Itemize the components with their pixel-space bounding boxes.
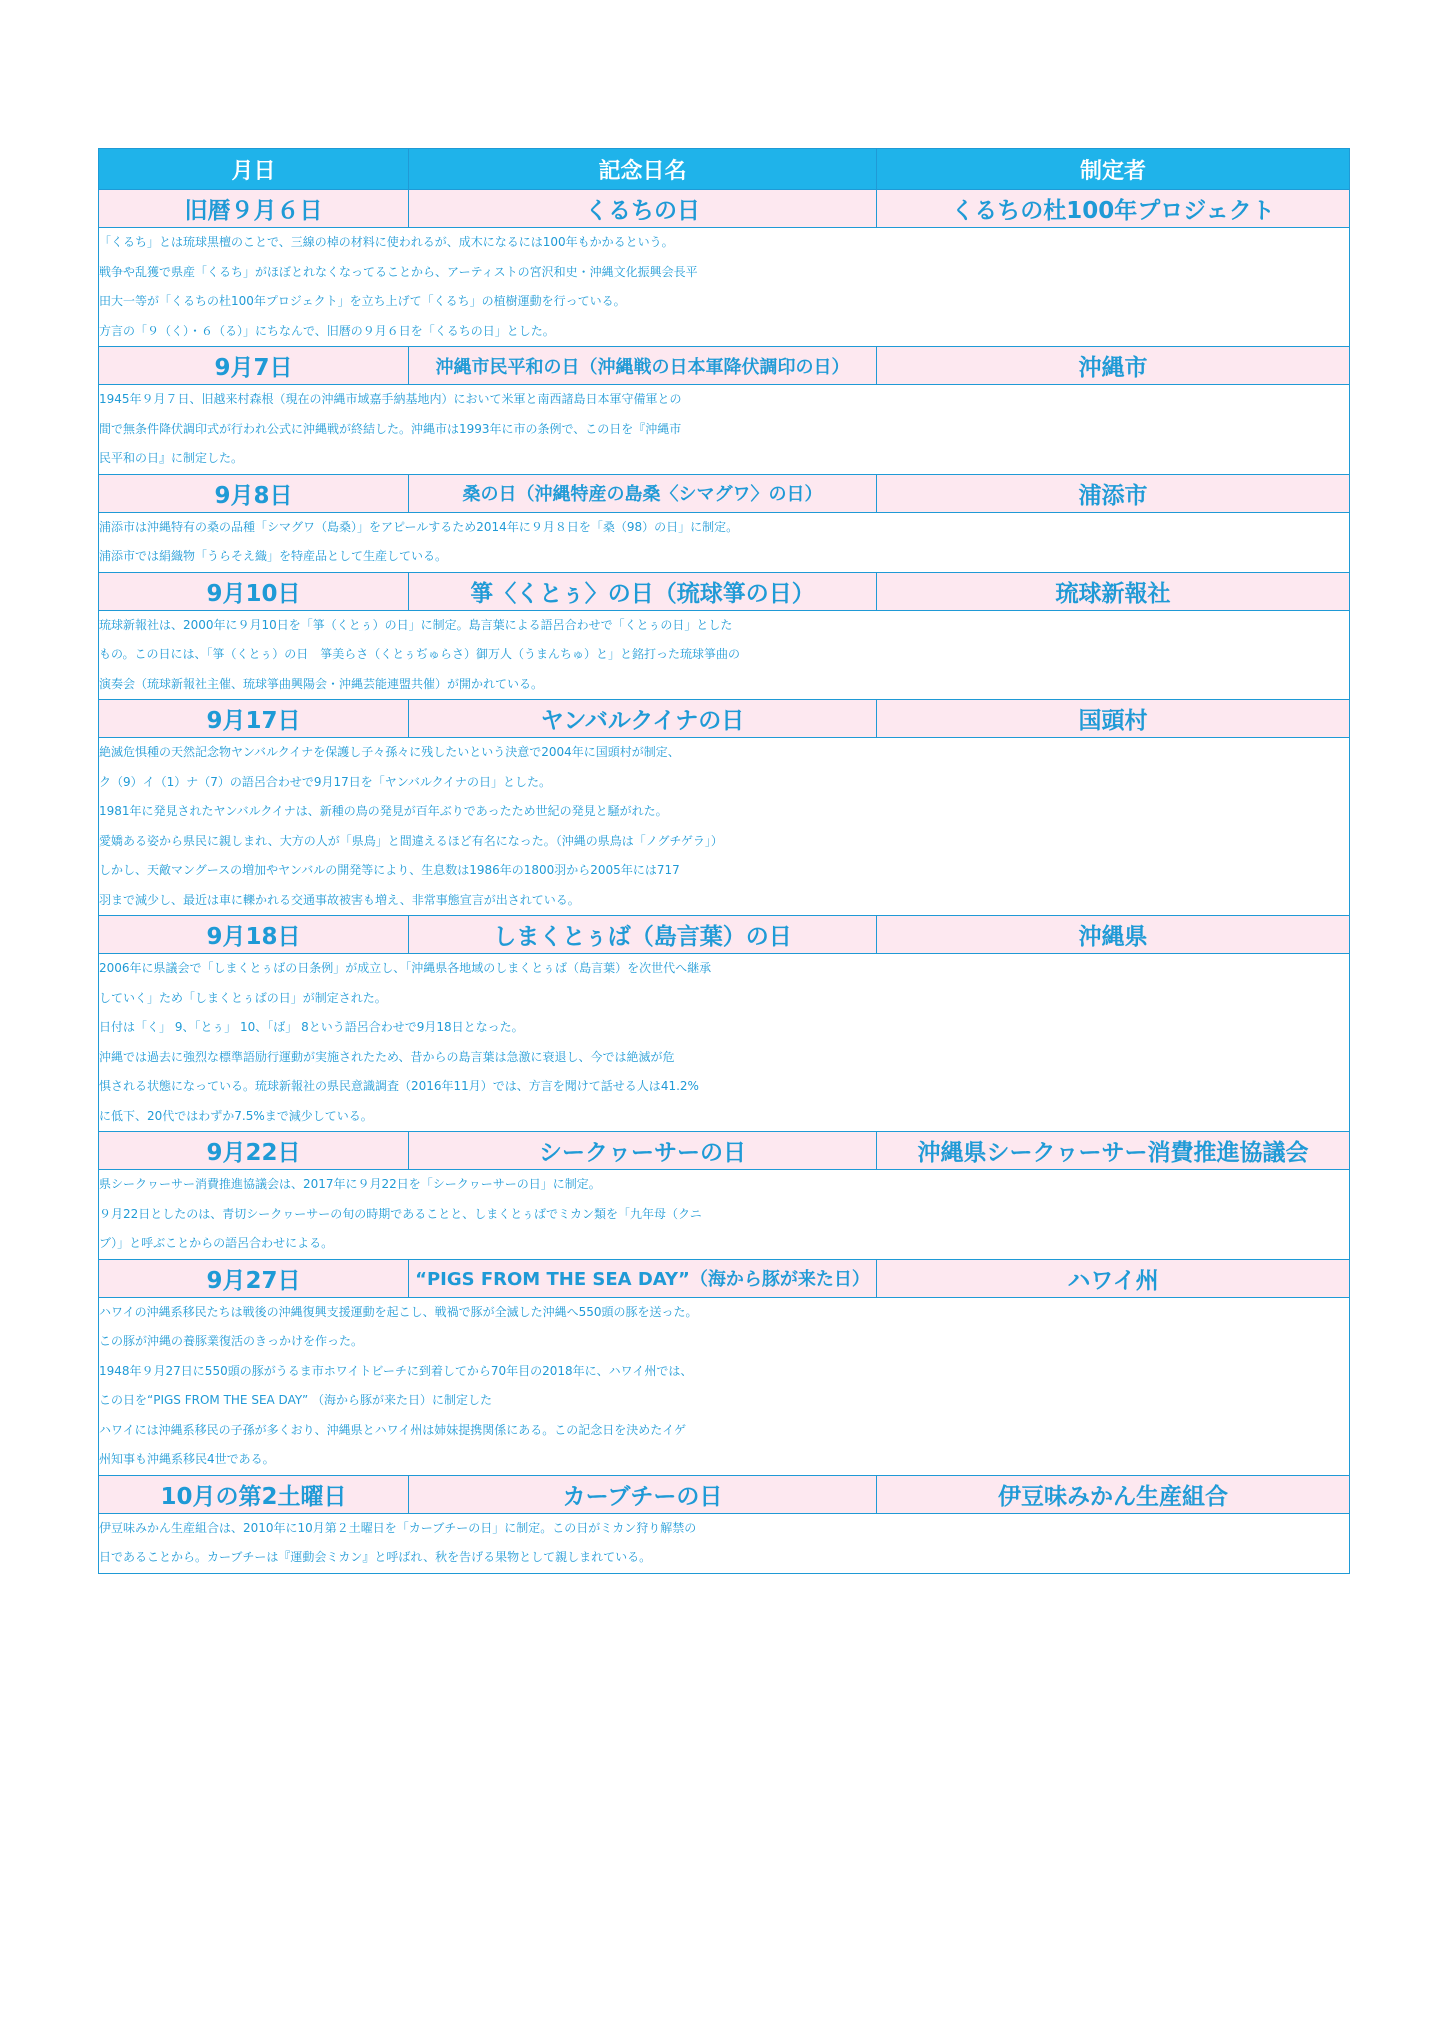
- description-line: 羽まで減少し、最近は車に轢かれる交通事故被害も増え、非常事態宣言が出されている。: [99, 892, 580, 907]
- description-line: 民平和の日』に制定した。: [99, 451, 244, 465]
- entry-name: ヤンバルクイナの日: [409, 700, 877, 738]
- description-line: 県シークヮーサー消費推進協議会は、2017年に９月22日を「シークヮーサーの日」に制定。: [99, 1177, 601, 1191]
- entry-maker: 沖縄市: [877, 347, 1350, 385]
- entry-title-row: [99, 190, 1350, 228]
- entry-description-row: [99, 385, 1350, 475]
- entry-maker: 伊豆味みかん生産組合: [877, 1475, 1350, 1513]
- entry-maker: くるちの杜100年プロジェクト: [877, 190, 1350, 228]
- description-line: 日であることから。カーブチーは『運動会ミカン』と呼ばれ、秋を告げる果物として親しまれている。: [99, 1550, 652, 1564]
- entry-description-row: [99, 738, 1350, 916]
- entry-maker: 浦添市: [877, 474, 1350, 512]
- description-line: 2006年に県議会で「しまくとぅばの日条例」が成立し、「沖縄県各地域のしまくとぅば（島言葉）を次世代へ継承: [99, 961, 712, 975]
- entry-maker: ハワイ州: [877, 1259, 1350, 1297]
- entry-description-row: [99, 512, 1350, 572]
- entry-title-row: [99, 1259, 1350, 1297]
- description-line: 演奏会（琉球新報社主催、琉球箏曲興陽会・沖縄芸能連盟共催）が開かれている。: [99, 676, 544, 691]
- description-line: 浦添市では絹織物「うらそえ織」を特産品として生産している。: [99, 549, 448, 563]
- description-line: ９月22日としたのは、青切シークヮーサーの旬の時期であることと、しまくとぅばでミカン類を「九年母（クニ: [99, 1206, 702, 1221]
- description-line: ハワイには沖縄系移民の子孫が多くおり、沖縄県とハワイ州は姉妹提携関係にある。この記念日を決めたイゲ: [99, 1422, 687, 1437]
- entry-description: [99, 228, 1350, 347]
- entry-date: 9月17日: [99, 700, 409, 738]
- entry-date: 9月18日: [99, 916, 409, 954]
- entry-description: [99, 1513, 1350, 1573]
- entry-title-row: [99, 474, 1350, 512]
- entry-name: “PIGS FROM THE SEA DAY”（海から豚が来た日）: [409, 1259, 877, 1297]
- entry-title-row: [99, 1132, 1350, 1170]
- entry-maker: 琉球新報社: [877, 572, 1350, 610]
- description-line: 沖縄では過去に強烈な標準語励行運動が実施されたため、昔からの島言葉は急激に衰退し、今では絶滅が危: [99, 1049, 675, 1064]
- description-line: 1945年９月７日、旧越来村森根（現在の沖縄市域嘉手納基地内）において米軍と南西諸島日本軍守備軍との: [99, 392, 682, 406]
- entry-description-row: [99, 1513, 1350, 1573]
- description-line: 1948年９月27日に550頭の豚がうるま市ホワイトビーチに到着してから70年目の2018年に、ハワイ州では、: [99, 1363, 693, 1378]
- description-line: 方言の「９（く）・６（る）」にちなんで、旧暦の９月６日を「くるちの日」とした。: [99, 323, 555, 338]
- entry-maker: 国頭村: [877, 700, 1350, 738]
- entry-title-row: [99, 700, 1350, 738]
- entry-title-row: [99, 347, 1350, 385]
- table-body: [99, 190, 1350, 1574]
- description-line: この豚が沖縄の養豚業復活のきっかけを作った。: [99, 1334, 364, 1348]
- description-line: 「くるち」とは琉球黒檀のことで、三線の棹の材料に使われるが、成木になるには100年もかかるという。: [99, 235, 674, 249]
- entry-description-row: [99, 954, 1350, 1132]
- header-name: 記念日名: [409, 149, 877, 190]
- entry-description: [99, 512, 1350, 572]
- table-header-row: [99, 149, 1350, 190]
- description-line: 伊豆味みかん生産組合は、2010年に10月第２土曜日を「カーブチーの日」に制定。この日がミカン狩り解禁の: [99, 1520, 697, 1535]
- description-line: 戦争や乱獲で県産「くるち」がほぼとれなくなってることから、アーティストの宮沢和史・沖縄文化振興会長平: [99, 264, 698, 279]
- description-line: 琉球新報社は、2000年に９月10日を「箏（くとぅ）の日」に制定。島言葉による語呂合わせで「くとぅの日」とした: [99, 617, 733, 632]
- entry-maker: 沖縄県シークヮーサー消費推進協議会: [877, 1132, 1350, 1170]
- description-line: しかし、天敵マングースの増加やヤンバルの開発等により、生息数は1986年の1800羽から2005年には717: [99, 863, 680, 877]
- entry-description-row: [99, 1170, 1350, 1260]
- description-line: ク（9）イ（1）ナ（7）の語呂合わせで9月17日を「ヤンバルクイナの日」とした。: [99, 774, 552, 789]
- description-line: 浦添市は沖縄特有の桑の品種「シマグワ（島桑）」をアピールするため2014年に９月８日を「桑（98）の日」に制定。: [99, 519, 739, 534]
- description-line: 田大一等が「くるちの杜100年プロジェクト」を立ち上げて「くるち」の植樹運動を行っている。: [99, 294, 626, 308]
- entry-description-row: [99, 610, 1350, 700]
- header-maker: 制定者: [877, 149, 1350, 190]
- entry-title-row: [99, 916, 1350, 954]
- entry-name: カーブチーの日: [409, 1475, 877, 1513]
- description-line: ハワイの沖縄系移民たちは戦後の沖縄復興支援運動を起こし、戦禍で豚が全滅した沖縄へ550頭の豚を送った。: [99, 1304, 698, 1319]
- description-line: に低下、20代ではわずか7.5%まで減少している。: [99, 1108, 373, 1123]
- entry-name: くるちの日: [409, 190, 877, 228]
- entry-title-row: [99, 572, 1350, 610]
- entry-date: 9月8日: [99, 474, 409, 512]
- entry-date: 9月22日: [99, 1132, 409, 1170]
- entry-description: [99, 1170, 1350, 1260]
- description-line: 絶滅危惧種の天然記念物ヤンバルクイナを保護し子々孫々に残したいという決意で2004年に国頭村が制定、: [99, 745, 680, 759]
- description-line: 間で無条件降伏調印式が行われ公式に沖縄戦が終結した。沖縄市は1993年に市の条例で、この日を『沖縄市: [99, 421, 682, 436]
- description-line: 州知事も沖縄系移民4世である。: [99, 1452, 275, 1466]
- description-line: していく」ため「しまくとぅばの日」が制定された。: [99, 990, 387, 1005]
- description-line: 惧される状態になっている。琉球新報社の県民意識調査（2016年11月）では、方言を聞けて話せる人は41.2%: [99, 1079, 699, 1093]
- entry-date: 10月の第2土曜日: [99, 1475, 409, 1513]
- entry-description: [99, 610, 1350, 700]
- description-line: 日付は「く」 9、「とぅ」 10、「ば」 8という語呂合わせで9月18日となった。: [99, 1020, 524, 1034]
- entry-date: 9月7日: [99, 347, 409, 385]
- entry-date: 旧暦９月６日: [99, 190, 409, 228]
- entry-description: [99, 385, 1350, 475]
- entry-name: 箏〈くとぅ〉の日（琉球箏の日）: [409, 572, 877, 610]
- commemoration-table: [98, 148, 1350, 1574]
- entry-date: 9月27日: [99, 1259, 409, 1297]
- entry-name: 沖縄市民平和の日（沖縄戦の日本軍降伏調印の日）: [409, 347, 877, 385]
- description-line: 愛嬌ある姿から県民に親しまれ、大方の人が「県鳥」と間違えるほど有名になった。（沖縄の県鳥は「ノグチゲラ」）: [99, 833, 723, 848]
- entry-name: しまくとぅば（島言葉）の日: [409, 916, 877, 954]
- entry-title-row: [99, 1475, 1350, 1513]
- entry-description-row: [99, 228, 1350, 347]
- description-line: この日を“PIGS FROM THE SEA DAY” （海から豚が来た日）に制定した: [99, 1393, 493, 1407]
- entry-date: 9月10日: [99, 572, 409, 610]
- description-line: ブ）」と呼ぶことからの語呂合わせによる。: [99, 1236, 334, 1250]
- entry-description: [99, 954, 1350, 1132]
- header-date: 月日: [99, 149, 409, 190]
- entry-description: [99, 738, 1350, 916]
- entry-description-row: [99, 1297, 1350, 1475]
- entry-description: [99, 1297, 1350, 1475]
- description-line: 1981年に発見されたヤンバルクイナは、新種の鳥の発見が百年ぶりであったため世紀の発見と騒がれた。: [99, 804, 668, 818]
- entry-name: 桑の日（沖縄特産の島桑〈シマグワ〉の日）: [409, 474, 877, 512]
- entry-maker: 沖縄県: [877, 916, 1350, 954]
- description-line: もの。この日には、「箏（くとぅ）の日 箏美らさ（くとぅぢゅらさ）御万人（うまんちゅ）と」と銘打った琉球箏曲の: [99, 647, 741, 661]
- entry-name: シークヮーサーの日: [409, 1132, 877, 1170]
